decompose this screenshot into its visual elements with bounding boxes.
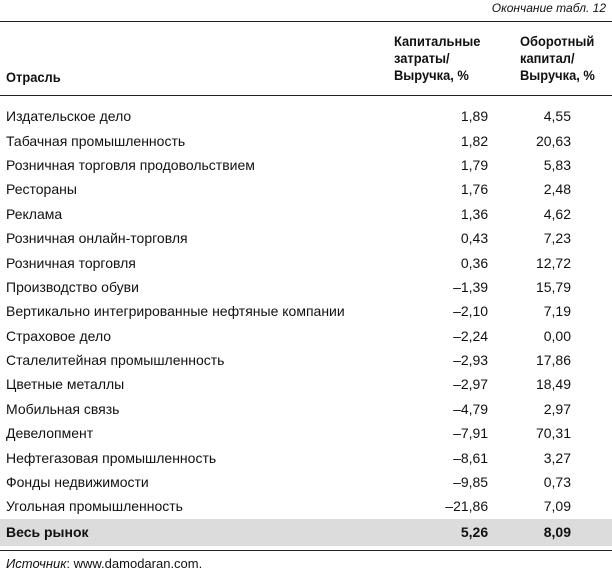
industry-name-cell: Вертикально интегрированные нефтяные компании <box>6 303 345 320</box>
header-wc-line2: капитал/ <box>520 50 575 66</box>
capex-cell: –21,86 <box>445 498 489 515</box>
industry-name-cell: Мобильная связь <box>6 400 120 417</box>
capex-cell: 1,82 <box>460 132 489 149</box>
capex-cell: –1,39 <box>453 278 489 295</box>
header-capex <box>394 33 480 84</box>
table-body <box>0 104 612 546</box>
industry-name-cell: Розничная онлайн-торговля <box>6 230 188 247</box>
capex-cell: –2,97 <box>453 376 489 393</box>
working-capital-cell: 5,83 <box>543 156 571 173</box>
table-row <box>0 421 612 445</box>
table-row <box>0 250 612 274</box>
table-row <box>0 397 612 421</box>
table-row <box>0 128 612 152</box>
working-capital-cell: 0,73 <box>543 474 571 491</box>
table-row <box>0 153 612 177</box>
working-capital-cell: 2,97 <box>543 400 571 417</box>
industry-name-cell: Фонды недвижимости <box>6 474 149 491</box>
industry-name-cell: Розничная торговля продовольствием <box>6 156 255 173</box>
working-capital-cell: 70,31 <box>535 425 571 442</box>
capex-cell: 1,76 <box>460 181 489 198</box>
table-row <box>0 494 612 518</box>
industry-name-cell: Девелопмент <box>6 425 94 442</box>
industry-name-cell: Реклама <box>6 205 63 222</box>
capex-cell: 1,79 <box>460 156 489 173</box>
header-working-capital <box>520 33 595 84</box>
industry-name-cell: Страховое дело <box>6 327 112 344</box>
working-capital-cell: 7,09 <box>543 498 571 515</box>
capex-cell: –9,85 <box>453 474 489 491</box>
working-capital-cell: 4,62 <box>543 205 571 222</box>
capex-cell: 1,89 <box>460 108 489 125</box>
header-capex-line3: Выручка, % <box>394 67 469 83</box>
capex-cell: –7,91 <box>453 425 489 442</box>
table-row <box>0 372 612 396</box>
table-row <box>0 299 612 323</box>
header-industry <box>6 69 61 86</box>
header-wc-line3: Выручка, % <box>520 67 595 83</box>
industry-table <box>0 104 612 546</box>
industry-name-cell: Производство обуви <box>6 278 139 295</box>
working-capital-cell: 7,23 <box>543 230 571 247</box>
industry-name-cell: Розничная торговля <box>6 254 136 271</box>
table-row <box>0 104 612 128</box>
working-capital-cell: 2,48 <box>543 181 571 198</box>
table-row <box>0 470 612 494</box>
header-rule <box>0 95 612 96</box>
capex-cell: –4,79 <box>453 400 489 417</box>
working-capital-cell: 0,00 <box>543 327 571 344</box>
industry-name-cell: Табачная промышленность <box>6 132 186 149</box>
working-capital-cell: 12,72 <box>535 254 571 271</box>
header-capex-line2: затраты/ <box>394 50 450 66</box>
working-capital-cell: 3,27 <box>543 449 571 466</box>
industry-name-cell: Весь рынок <box>0 519 362 546</box>
header-wc-line1: Оборотный <box>520 33 595 49</box>
industry-name-cell: Нефтегазовая промышленность <box>6 449 217 466</box>
capex-cell: 0,36 <box>460 254 489 271</box>
working-capital-cell: 7,19 <box>543 303 571 320</box>
industry-name-cell: Цветные металлы <box>6 376 125 393</box>
top-rule <box>0 21 612 22</box>
working-capital-cell: 8,09 <box>488 519 612 546</box>
table-row <box>0 324 612 348</box>
table-row <box>0 445 612 469</box>
table-row <box>0 226 612 250</box>
table-row <box>0 348 612 372</box>
capex-cell: 5,26 <box>362 519 488 546</box>
working-capital-cell: 4,55 <box>543 108 571 125</box>
table-row <box>0 177 612 201</box>
source-label: Источник <box>6 556 67 571</box>
source-text: : www.damodaran.com. <box>66 556 203 571</box>
table-row <box>0 202 612 226</box>
working-capital-cell: 18,49 <box>535 376 571 393</box>
working-capital-cell: 15,79 <box>535 278 571 295</box>
capex-cell: –2,93 <box>453 352 489 369</box>
header-industry-label: Отрасль <box>6 69 61 85</box>
industry-name-cell: Издательское дело <box>6 108 132 125</box>
capex-cell: –8,61 <box>453 449 489 466</box>
capex-cell: 1,36 <box>460 205 489 222</box>
working-capital-cell: 17,86 <box>535 352 571 369</box>
working-capital-cell: 20,63 <box>535 132 571 149</box>
industry-name-cell: Рестораны <box>6 181 77 198</box>
table-row <box>0 275 612 299</box>
capex-cell: –2,24 <box>453 327 489 344</box>
bottom-rule <box>0 550 612 551</box>
table-continuation-note: Окончание табл. 12 <box>491 1 606 15</box>
header-capex-line1: Капитальные <box>394 33 481 49</box>
industry-name-cell: Угольная промышленность <box>6 498 183 515</box>
industry-name-cell: Сталелитейная промышленность <box>6 352 225 369</box>
capex-cell: –2,10 <box>453 303 489 320</box>
total-row <box>0 519 612 546</box>
source-note <box>6 556 202 571</box>
capex-cell: 0,43 <box>460 230 489 247</box>
